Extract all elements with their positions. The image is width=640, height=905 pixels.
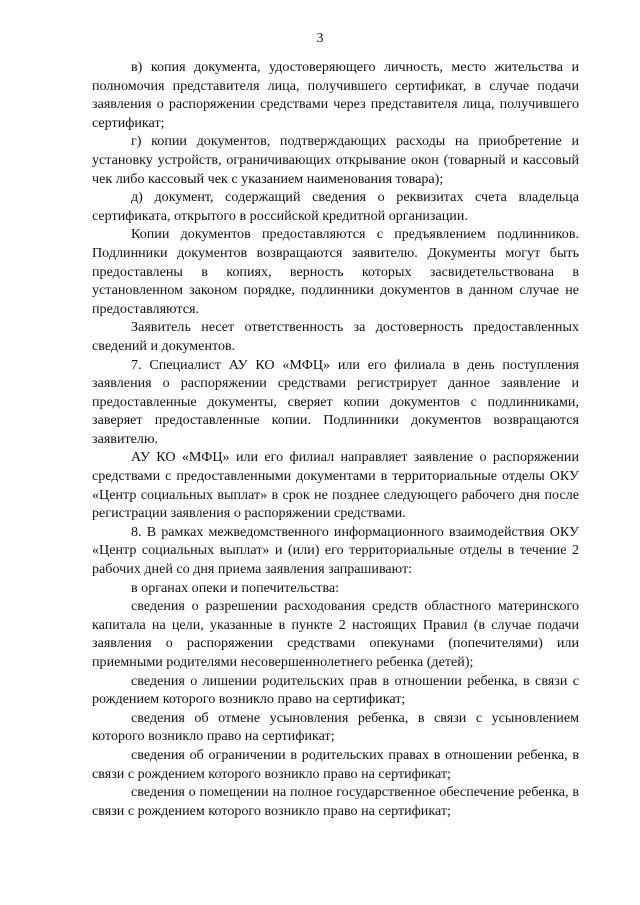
paragraph-guardianship-bodies: в органах опеки и попечительства: (131, 579, 340, 596)
paragraph-copies: Копии документов предоставляются с предъявлением подлинников. Подлинники документов возвращаются заявителю. Документы могут быть предоставлены в копиях, верность которых засвидетельствована в установленном законом порядке, подлинники документов в данном случае не предоставляются. (92, 226, 579, 317)
paragraph-clause-7: 7. Специалист АУ КО «МФЦ» или его филиала в день поступления заявления о распоряжении средствами регистрирует данное заявление и предоставленные документы, сверяет копии документов с подлинниками, заверяет предоставленные копии. Подлинники документов возвращаются заявителю. (92, 356, 579, 447)
paragraph-item-v: в) копия документа, удостоверяющего личность, место жительства и полномочия представителя лица, получившего сертификат, в случае подачи заявления о распоряжении средствами через представителя лица, получившего сертификат; (92, 59, 579, 131)
paragraph-parental-rights-restriction: сведения об ограничении в родительских правах в отношении ребенка, в связи с рождением которого возникло право на сертификат; (92, 746, 579, 782)
paragraph-mfc-forwarding: АУ КО «МФЦ» или его филиал направляет заявление о распоряжении средствами с предоставленными документами в территориальные отделы ОКУ «Центр социальных выплат» в срок не позднее следующего рабочего дня после регистрации заявления о распоряжении средствами. (92, 449, 579, 522)
paragraph-responsibility: Заявитель несет ответственность за достоверность предоставленных сведений и документов. (92, 319, 579, 354)
paragraph-item-d: д) документ, содержащий сведения о реквизитах счета владельца сертификата, открытого в российской кредитной организации. (92, 189, 579, 224)
paragraph-state-support-placement: сведения о помещении на полное государственное обеспечение ребенка, в связи с рождением которого возникло право на сертификат; (92, 784, 579, 819)
paragraph-item-g: г) копии документов, подтверждающих расходы на приобретение и установку устройств, ограничивающих открывание окон (товарный и кассовый чек либо кассовый чек с указанием наименования товара); (92, 133, 579, 187)
document-body (92, 58, 579, 820)
paragraph-clause-8: 8. В рамках межведомственного информационного взаимодействия ОКУ «Центр социальных выплат» и (или) его территориальные отделы в течение 2 рабочих дней со дня приема заявления запрашивают: (92, 523, 579, 578)
paragraph-parental-rights-deprivation: сведения о лишении родительских прав в отношении ребенка, в связи с рождением которого возникло право на сертификат; (92, 672, 579, 708)
paragraph-adoption-cancellation: сведения об отмене усыновления ребенка, в связи с усыновлением которого возникло право на сертификат; (92, 709, 579, 745)
page-number: 3 (316, 31, 324, 46)
paragraph-spending-permission: сведения о разрешении расходования средств областного материнского капитала на цели, указанные в пункте 2 настоящих Правил (в случае подачи заявления о распоряжении средствами опекунами (попечителями) или приемными родителями несовершеннолетнего ребенка (детей); (92, 598, 579, 670)
